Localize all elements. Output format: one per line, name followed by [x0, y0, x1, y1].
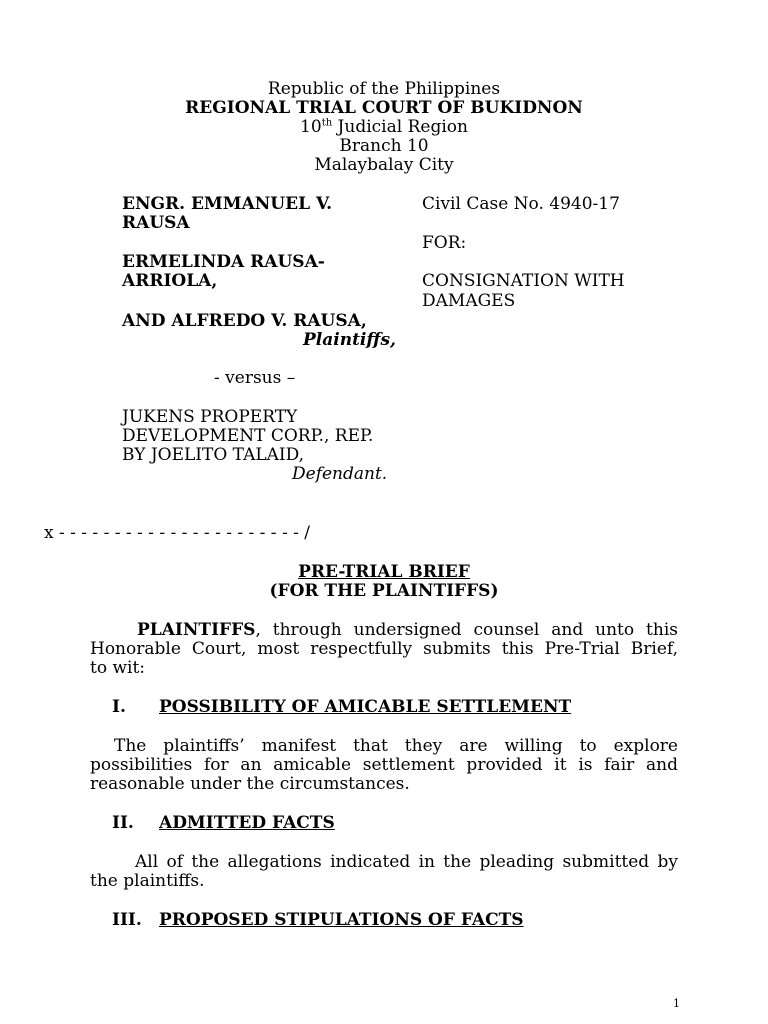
- versus-label: - versus –: [214, 368, 296, 388]
- for-label: FOR:: [422, 233, 467, 253]
- caption-separator: x - - - - - - - - - - - - - - - - - - - - - - /: [44, 523, 310, 543]
- header-city: Malaybalay City: [314, 155, 454, 175]
- section-3-title: PROPOSED STIPULATIONS OF FACTS: [159, 910, 524, 930]
- plaintiff-2-line-1: ERMELINDA RAUSA-: [122, 252, 325, 272]
- defendant-label: Defendant.: [292, 464, 388, 484]
- defendant-line-1: JUKENS PROPERTY: [122, 407, 298, 427]
- document-title: PRE-TRIAL BRIEF: [298, 562, 470, 582]
- section-1-number: I.: [112, 697, 126, 717]
- intro-paragraph: [90, 621, 678, 678]
- defendant-line-2: DEVELOPMENT CORP., REP.: [122, 426, 374, 446]
- section-2-title: ADMITTED FACTS: [159, 813, 335, 833]
- plaintiff-1-line-1: ENGR. EMMANUEL V.: [122, 194, 333, 214]
- section-3-number: III.: [112, 910, 142, 930]
- plaintiff-3: AND ALFREDO V. RAUSA,: [122, 311, 367, 331]
- region-rest: Judicial Region: [332, 117, 468, 137]
- header-branch: Branch 10: [339, 136, 429, 156]
- intro-line-1-rest: , through undersigned counsel and unto this: [255, 620, 678, 640]
- document-subtitle: (FOR THE PLAINTIFFS): [269, 581, 499, 601]
- intro-line-2: Honorable Court, most respectfully submits this Pre-Trial Brief,: [90, 639, 678, 659]
- defendant-line-3: BY JOELITO TALAID,: [122, 445, 305, 465]
- section-1-title: POSSIBILITY OF AMICABLE SETTLEMENT: [159, 697, 572, 717]
- section-1-body: [90, 737, 678, 794]
- header-republic: Republic of the Philippines: [267, 79, 501, 99]
- intro-lead: PLAINTIFFS: [137, 620, 256, 640]
- intro-line-1: [90, 621, 678, 640]
- header-region: [0, 118, 768, 137]
- section-1-line-1: The plaintiffs’ manifest that they are willing to explore: [114, 736, 678, 756]
- case-nature-line-2: DAMAGES: [422, 291, 516, 311]
- case-number: Civil Case No. 4940-17: [422, 194, 620, 214]
- section-1-line-2: possibilities for an amicable settlement provided it is fair and: [90, 755, 678, 775]
- section-2-number: II.: [112, 813, 134, 833]
- section-1-line-3: reasonable under the circumstances.: [90, 774, 410, 794]
- intro-line-3: to wit:: [90, 658, 146, 678]
- plaintiff-2-line-2: ARRIOLA,: [122, 271, 218, 291]
- region-number: 10: [300, 117, 322, 137]
- region-suffix: th: [321, 117, 333, 129]
- plaintiff-1-line-2: RAUSA: [122, 213, 190, 233]
- header-court: REGIONAL TRIAL COURT OF BUKIDNON: [185, 98, 583, 118]
- section-2-line-2: the plaintiffs.: [90, 871, 205, 891]
- page-number: 1: [673, 997, 680, 1010]
- case-nature-line-1: CONSIGNATION WITH: [422, 271, 625, 291]
- plaintiffs-label: Plaintiffs,: [303, 330, 396, 350]
- section-2-line-1: All of the allegations indicated in the pleading submitted by: [135, 852, 678, 872]
- section-2-body: [90, 853, 678, 891]
